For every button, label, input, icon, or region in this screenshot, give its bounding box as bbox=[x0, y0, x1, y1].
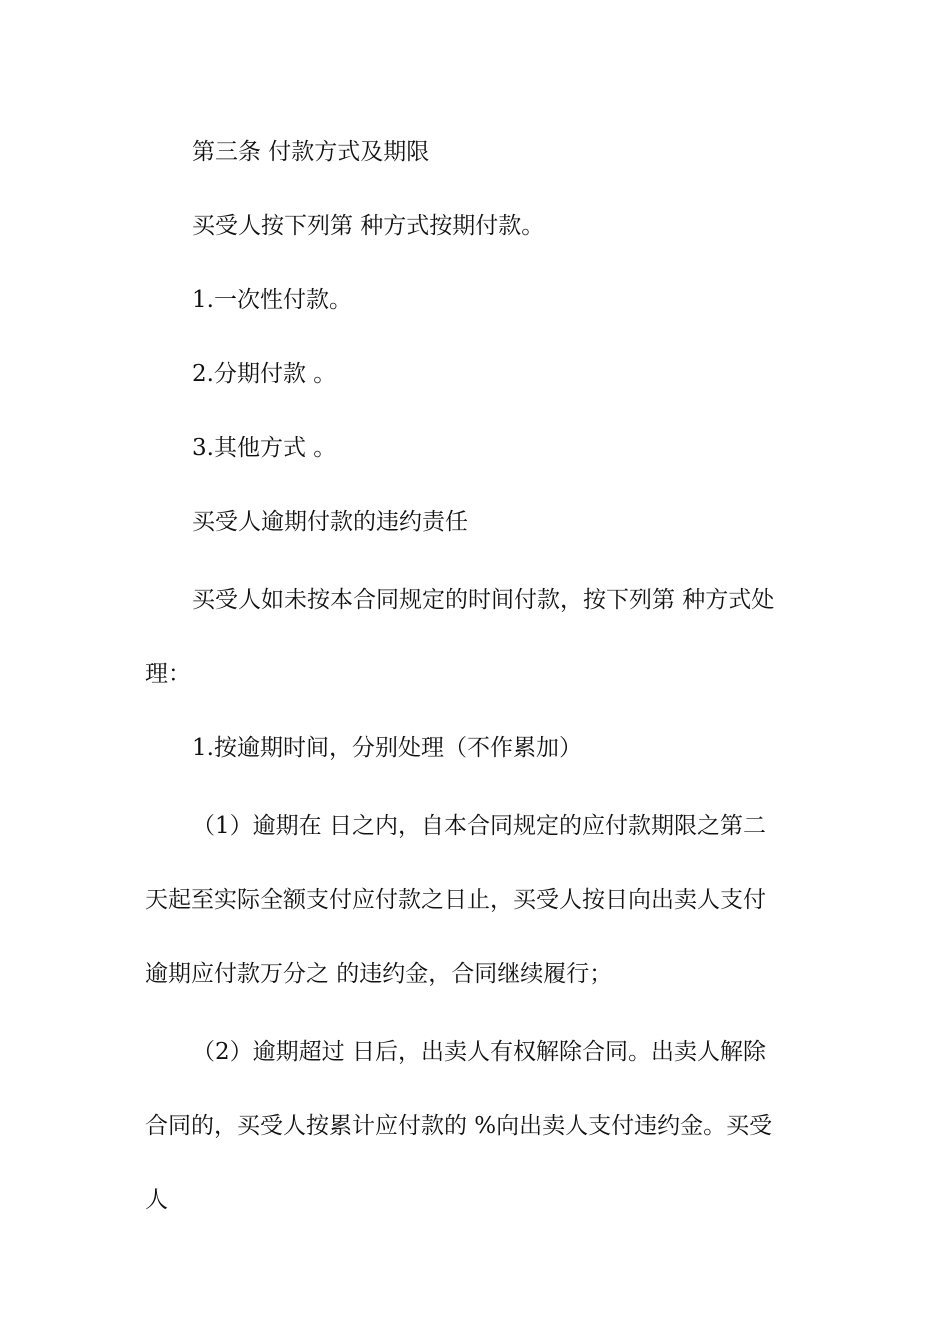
section-heading-late-payment: 买受人逾期付款的违约责任 bbox=[192, 509, 468, 535]
clause-1-item-1-line-2: 天起至实际全额支付应付款之日止，买受人按日向出卖人支付 bbox=[145, 887, 766, 913]
clause-1-item-2-line-1: （2）逾期超过 日后，出卖人有权解除合同。出卖人解除 bbox=[192, 1039, 766, 1065]
paragraph-late-payment-line-2: 理： bbox=[145, 661, 191, 687]
paragraph-late-payment-line-1: 买受人如未按本合同规定的时间付款，按下列第 种方式处 bbox=[192, 587, 775, 613]
option-lump-sum: 1.一次性付款。 bbox=[192, 287, 352, 313]
clause-1-heading: 1.按逾期时间，分别处理（不作累加） bbox=[192, 735, 582, 761]
clause-1-item-1-line-1: （1）逾期在 日之内，自本合同规定的应付款期限之第二 bbox=[192, 813, 766, 839]
clause-1-item-2-line-3: 人 bbox=[145, 1187, 168, 1213]
option-other: 3.其他方式 。 bbox=[192, 435, 337, 461]
option-installment: 2.分期付款 。 bbox=[192, 361, 337, 387]
paragraph-payment-choice: 买受人按下列第 种方式按期付款。 bbox=[192, 213, 545, 239]
article-heading: 第三条 付款方式及期限 bbox=[192, 139, 430, 165]
clause-1-item-2-line-2: 合同的，买受人按累计应付款的 %向出卖人支付违约金。买受 bbox=[145, 1113, 773, 1139]
clause-1-item-1-line-3: 逾期应付款万分之 的违约金，合同继续履行； bbox=[145, 961, 613, 987]
